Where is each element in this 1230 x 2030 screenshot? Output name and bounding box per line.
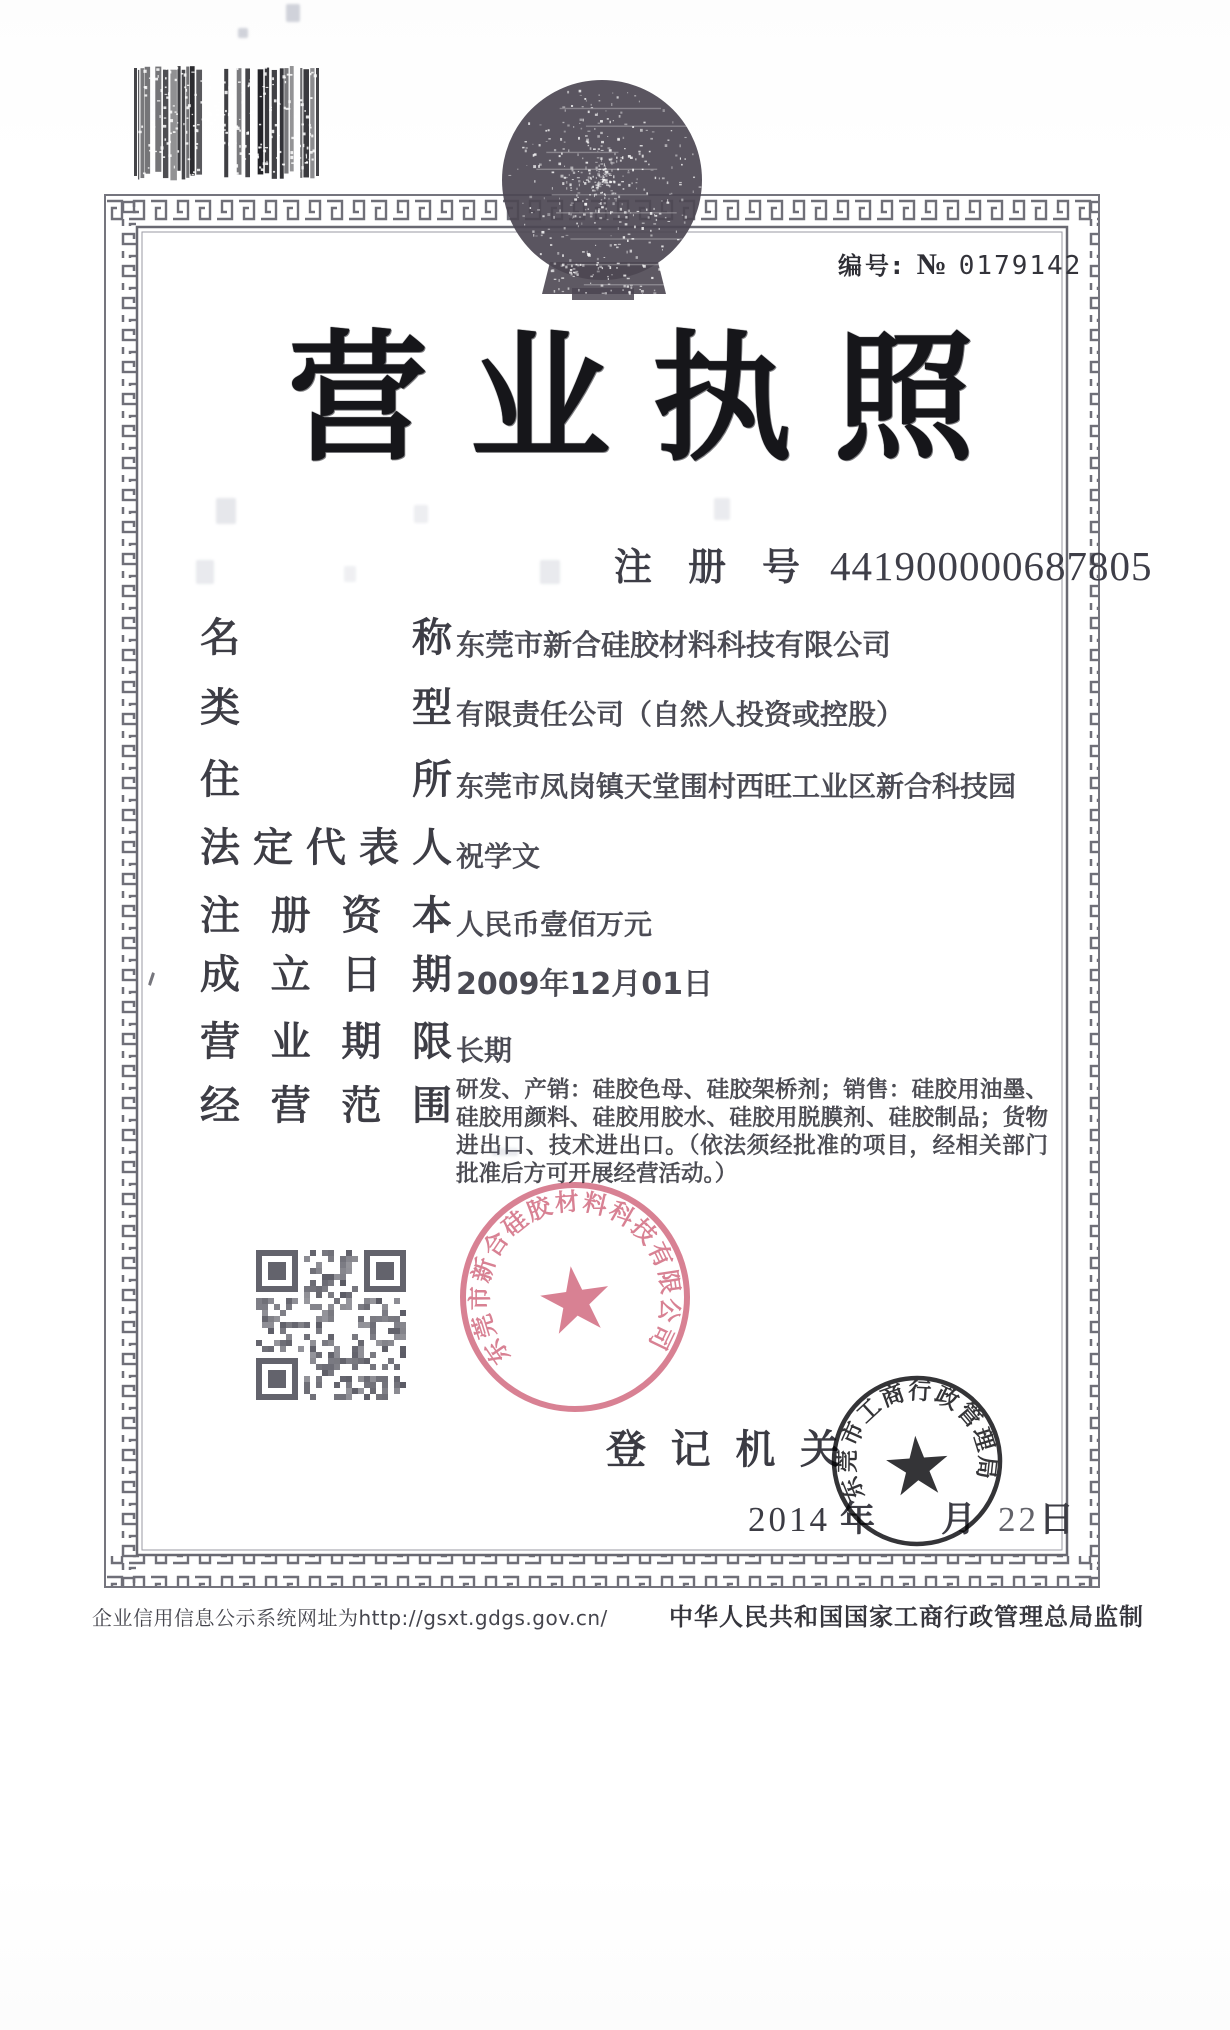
field-value-address: 东莞市凤岗镇天堂围村西旺工业区新合科技园 (456, 770, 1017, 803)
registrar-seal-text: 东莞市工商行政管理局 (834, 1378, 1000, 1504)
registration-number-row (614, 536, 1153, 591)
field-label-address: 住 所 (200, 757, 452, 803)
scan-artifact (694, 566, 704, 582)
field-label-establish-date: 成 立 日 期 (200, 952, 452, 998)
national-emblem-icon (480, 62, 730, 307)
black-star-icon (885, 1434, 950, 1497)
scan-artifact (540, 560, 560, 584)
field-value-term: 长期 (456, 1034, 513, 1067)
qr-code (256, 1250, 408, 1402)
scan-artifact (492, 1148, 518, 1156)
footer-issuing-authority: 中华人民共和国国家工商行政管理总局监制 (669, 1603, 1144, 1631)
field-value-legal-rep: 祝学文 (456, 840, 541, 873)
scan-artifact (196, 560, 214, 584)
scan-artifact (286, 4, 300, 22)
serial-number-row (838, 246, 1082, 282)
field-value-scope: 研发、产销：硅胶色母、硅胶架桥剂；销售：硅胶用油墨、硅胶用颜料、硅胶用胶水、硅胶用脱膜剂、硅胶制品；货物进出口、技术进出口。（依法须经批准的项目，经相关部门批准后方可开展经营活动。） (456, 1077, 1048, 1187)
numero-sign: № (916, 248, 947, 281)
field-value-type: 有限责任公司（自然人投资或控股） (456, 698, 905, 731)
scan-artifact (414, 505, 428, 523)
company-seal (438, 1160, 711, 1433)
serial-label: 编号: (838, 252, 905, 280)
scan-artifact (344, 566, 356, 582)
issue-year: 2014 (748, 1500, 830, 1539)
reg-no-label: 注 册 号 (614, 545, 800, 589)
issue-day: 22 (998, 1500, 1040, 1539)
field-label-name: 名 称 (200, 615, 452, 661)
scan-artifact (216, 498, 236, 524)
field-label-type: 类 型 (200, 685, 452, 731)
year-unit: 年 (840, 1500, 876, 1540)
field-label-scope: 经 营 范 围 (200, 1083, 452, 1129)
red-star-icon (537, 1261, 614, 1335)
field-value-establish-date: 2009年12月01日 (456, 967, 713, 1002)
scan-artifact (714, 498, 730, 520)
field-value-name: 东莞市新合硅胶材料科技有限公司 (456, 628, 892, 662)
footer-public-info-url: 企业信用信息公示系统网址为http://gsxt.gdgs.gov.cn/ (92, 1606, 608, 1630)
day-unit: 日 (1039, 1500, 1075, 1540)
scan-artifact (238, 28, 248, 38)
registrar-seal (822, 1366, 1012, 1556)
reg-no-value: 441900000687805 (830, 543, 1153, 589)
field-label-term: 营 业 期 限 (200, 1019, 452, 1065)
company-seal-text: 东莞市新合硅胶材料科技有限公司 (465, 1187, 685, 1370)
license-title: 营 业 执 照 (288, 318, 1017, 481)
barcode (130, 64, 330, 182)
field-label-capital: 注 册 资 本 (200, 893, 452, 939)
month-unit: 月 (941, 1500, 977, 1540)
field-label-legal-rep: 法 定 代 表 人 (200, 825, 452, 871)
registrar-label: 登 记 机 关 (606, 1427, 840, 1473)
serial-digits: 0179142 (958, 251, 1083, 281)
field-value-capital: 人民币壹佰万元 (456, 908, 653, 941)
